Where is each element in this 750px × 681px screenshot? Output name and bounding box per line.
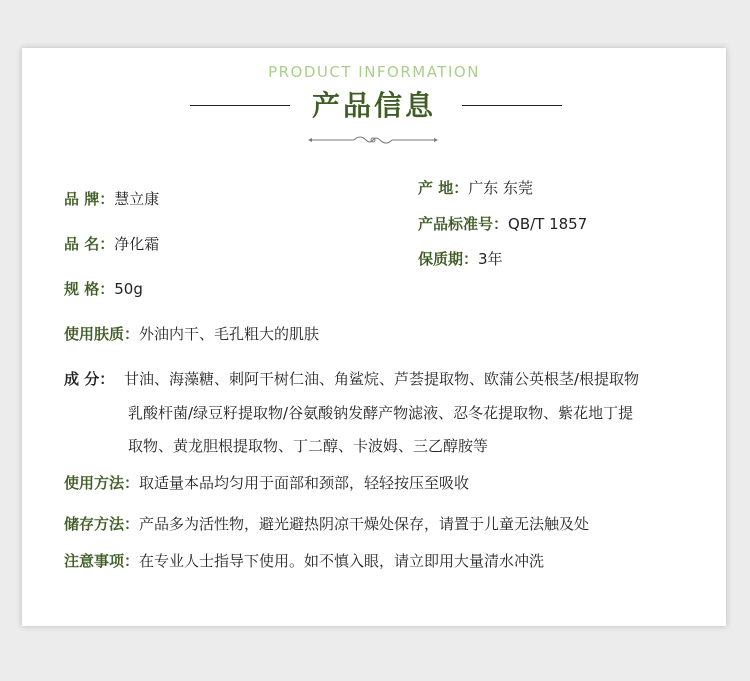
- ingredients-label: 成 分：: [64, 370, 115, 388]
- ornament-divider: [308, 132, 438, 148]
- brand-value: 慧立康: [114, 190, 160, 208]
- skin-type-label: 使用肤质：: [64, 325, 140, 343]
- section-subtitle: PRODUCT INFORMATION: [268, 63, 480, 81]
- usage-label: 使用方法：: [64, 474, 140, 492]
- ingredients-line-3: 取物、黄龙胆根提取物、丁二醇、卡波姆、三乙醇胺等: [128, 437, 489, 455]
- title-divider-right: [462, 105, 562, 106]
- shelf-life-label: 保质期：: [418, 250, 479, 268]
- ingredients-line-1: 甘油、海藻糖、刺阿干树仁油、角鲨烷、芦荟提取物、欧蒲公英根茎/根提取物: [124, 370, 640, 388]
- shelf-life-row: [418, 248, 503, 269]
- standard-value: QB/T 1857: [508, 215, 588, 233]
- skin-type-value: 外油内干、毛孔粗大的肌肤: [139, 325, 320, 343]
- brand-label: 品 牌：: [64, 190, 115, 208]
- product-name-label: 品 名：: [64, 235, 115, 253]
- product-name-value: 净化霜: [114, 235, 160, 253]
- notes-value: 在专业人士指导下使用。如不慎入眼，请立即用大量清水冲洗: [139, 552, 545, 570]
- ingredients-line-2: 乳酸杆菌/绿豆籽提取物/谷氨酸钠发酵产物滤液、忍冬花提取物、紫花地丁提: [128, 404, 634, 422]
- storage-row: [64, 513, 589, 534]
- storage-label: 储存方法：: [64, 515, 140, 533]
- product-name-row: [64, 233, 159, 254]
- shelf-life-value: 3年: [478, 250, 503, 268]
- brand-row: [64, 188, 159, 209]
- spec-value: 50g: [114, 280, 143, 298]
- origin-label: 产 地：: [418, 179, 469, 197]
- storage-value: 产品多为活性物，避光避热阴凉干燥处保存，请置于儿童无法触及处: [139, 515, 590, 533]
- usage-value: 取适量本品均匀用于面部和颈部，轻轻按压至吸收: [139, 474, 470, 492]
- notes-label: 注意事项：: [64, 552, 140, 570]
- section-title: 产品信息: [311, 89, 436, 122]
- origin-row: [418, 177, 533, 198]
- skin-type-row: [64, 323, 319, 344]
- usage-row: [64, 472, 469, 493]
- spec-row: [64, 278, 143, 299]
- notes-row: [64, 550, 544, 571]
- standard-label: 产品标准号：: [418, 215, 509, 233]
- standard-row: [418, 213, 587, 234]
- origin-value: 广东 东莞: [468, 179, 534, 197]
- product-info-card: [22, 48, 726, 626]
- spec-label: 规 格：: [64, 280, 115, 298]
